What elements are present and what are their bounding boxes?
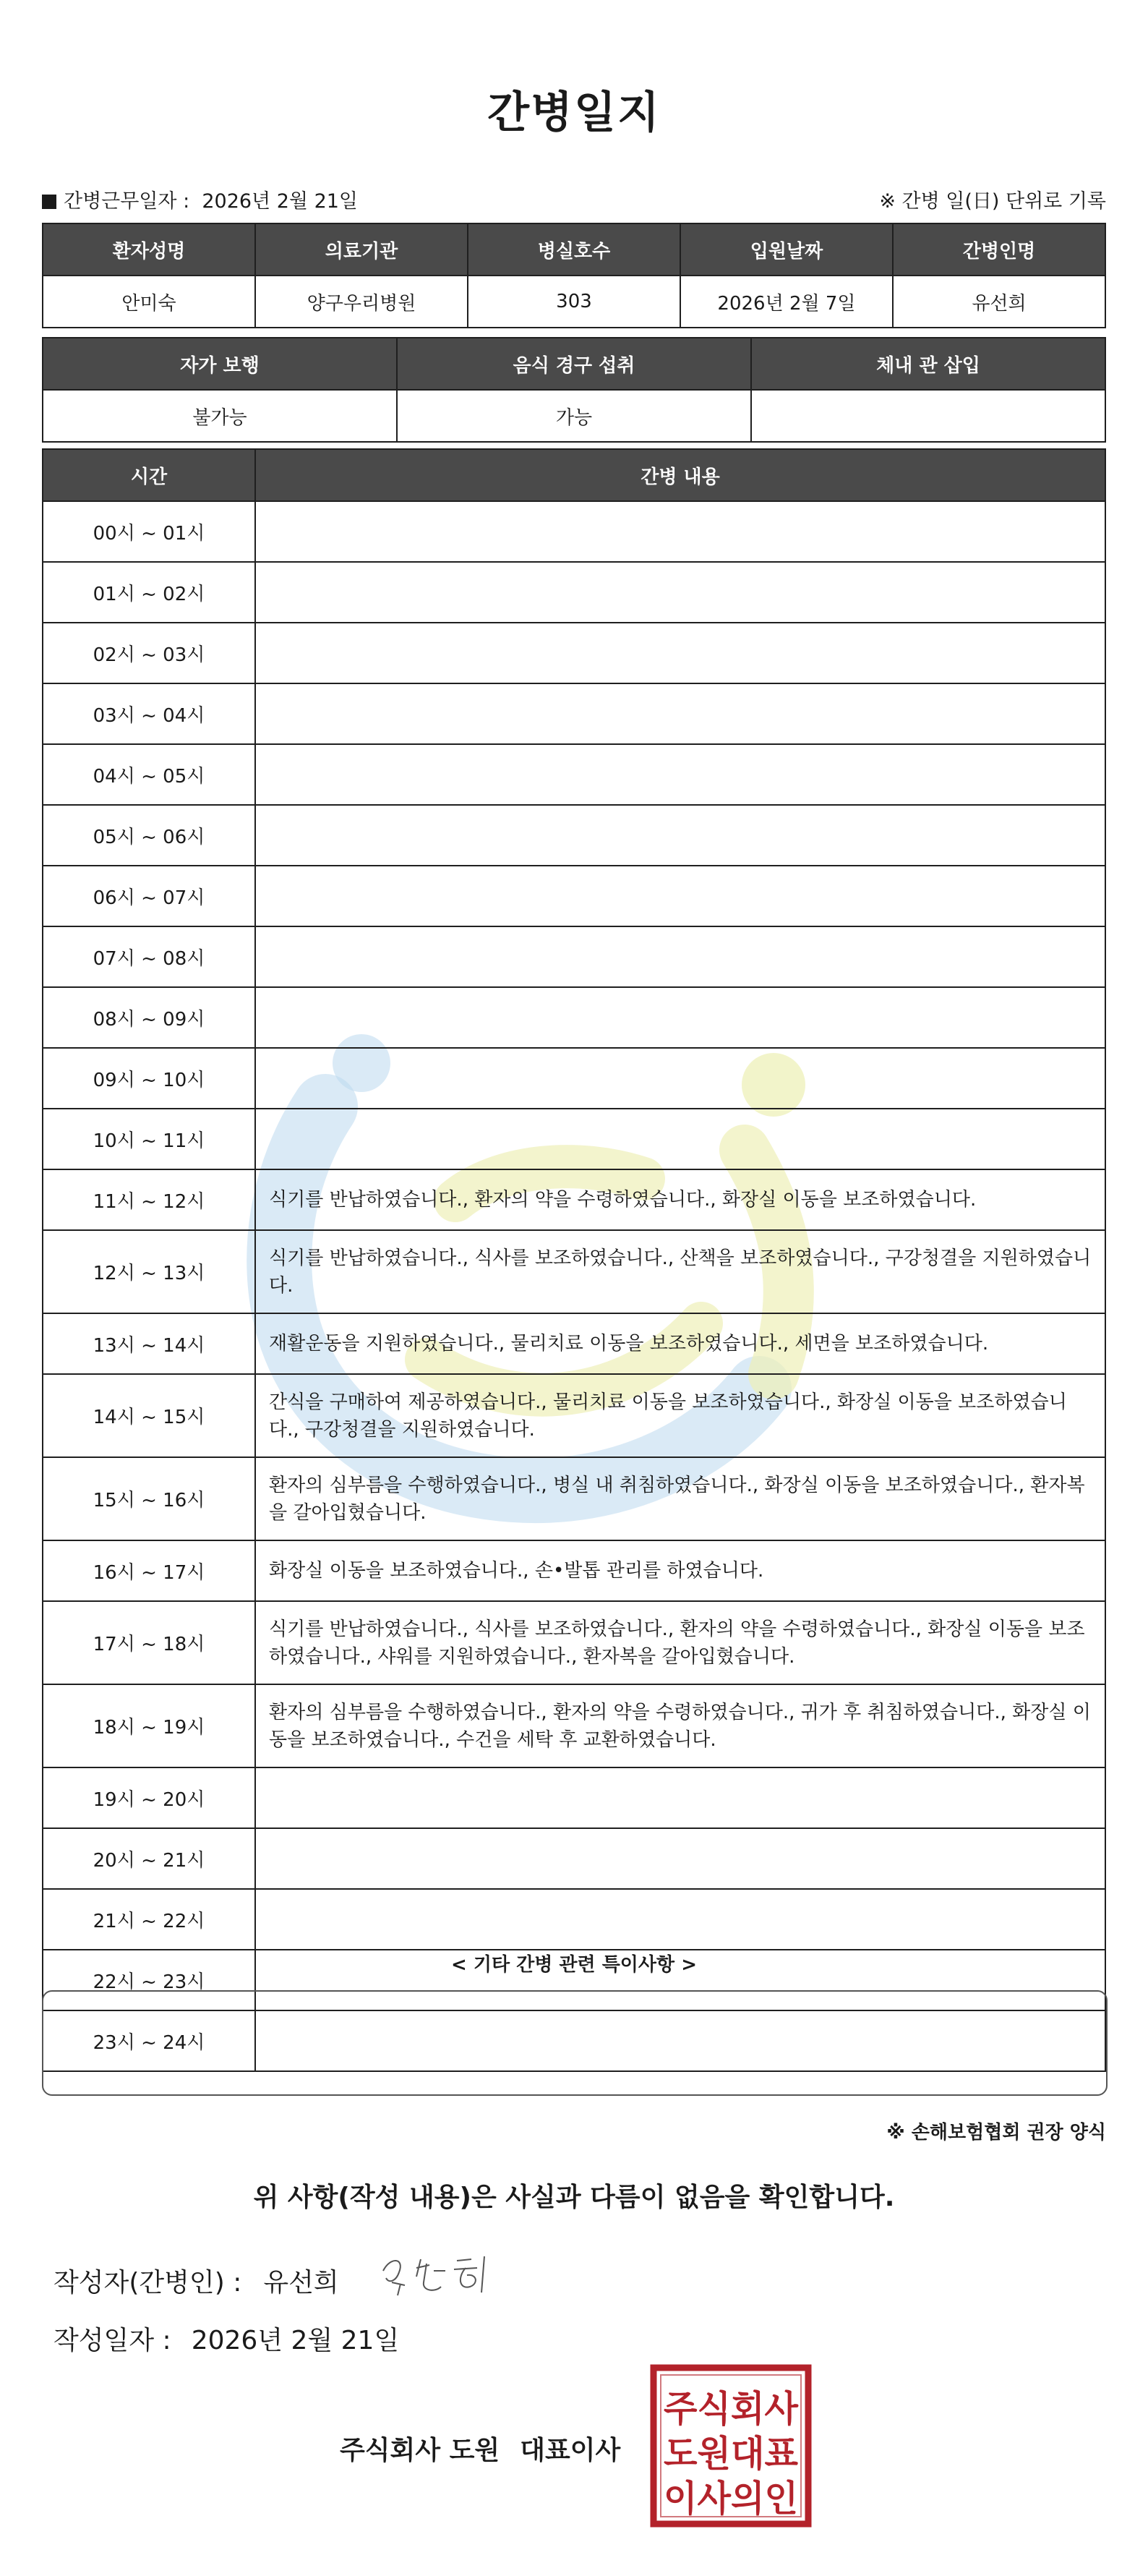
care-content — [255, 744, 1105, 805]
room-number: 303 — [468, 276, 680, 328]
care-content: 식기를 반납하였습니다., 식사를 보조하였습니다., 환자의 약을 수령하였습니다., 화장실 이동을 보조하였습니다., 샤워를 지원하였습니다., 환자복을 갈아입혔습니다. — [255, 1601, 1105, 1684]
hospital-name: 양구우리병원 — [255, 276, 468, 328]
care-log-table — [42, 448, 1106, 2072]
time-slot: 21시 ~ 22시 — [43, 1889, 255, 1950]
table-row — [43, 926, 1105, 987]
patient-info-table — [42, 223, 1106, 328]
notes-box — [42, 1990, 1108, 2096]
time-slot: 18시 ~ 19시 — [43, 1684, 255, 1767]
company-name: 주식회사 도원 — [340, 2436, 500, 2465]
time-slot: 20시 ~ 21시 — [43, 1828, 255, 1889]
writer-label: 작성자(간병인) : — [53, 2268, 242, 2298]
black-square-icon — [42, 195, 56, 209]
handwritten-signature — [376, 2249, 506, 2300]
representative-title: 대표이사 — [520, 2436, 621, 2465]
care-content — [255, 623, 1105, 683]
time-slot: 07시 ~ 08시 — [43, 926, 255, 987]
oral-intake-status: 가능 — [397, 390, 751, 442]
care-log-rows — [43, 501, 1105, 2071]
table-row — [43, 501, 1105, 562]
care-content: 식기를 반납하였습니다., 식사를 보조하였습니다., 산책을 보조하였습니다., 구강청결을 지원하였습니다. — [255, 1230, 1105, 1313]
care-content: 식기를 반납하였습니다., 환자의 약을 수령하였습니다., 화장실 이동을 보조하였습니다. — [255, 1169, 1105, 1230]
time-slot: 04시 ~ 05시 — [43, 744, 255, 805]
care-content — [255, 987, 1105, 1048]
care-content — [255, 501, 1105, 562]
seal-text-line-3: 이사의인 — [664, 2478, 798, 2520]
time-slot: 17시 ~ 18시 — [43, 1601, 255, 1684]
work-date — [42, 185, 358, 213]
writer-name: 유선희 — [263, 2268, 339, 2298]
header-care-content: 간병 내용 — [255, 449, 1105, 501]
writing-date-line — [53, 2320, 399, 2357]
patient-status-table — [42, 337, 1106, 443]
header-time: 시간 — [43, 449, 255, 501]
care-content — [255, 683, 1105, 744]
time-slot: 06시 ~ 07시 — [43, 866, 255, 926]
table-row — [43, 562, 1105, 623]
table-row — [43, 1889, 1105, 1950]
time-slot: 15시 ~ 16시 — [43, 1457, 255, 1540]
care-content — [255, 866, 1105, 926]
notes-title: < 기타 간병 관련 특이사항 > — [451, 1954, 697, 1976]
company-line — [340, 2430, 620, 2467]
time-slot: 08시 ~ 09시 — [43, 987, 255, 1048]
care-content — [255, 1767, 1105, 1828]
header-caregiver: 간병인명 — [893, 223, 1105, 276]
time-slot: 00시 ~ 01시 — [43, 501, 255, 562]
care-content — [255, 926, 1105, 987]
table-row — [43, 1540, 1105, 1601]
writing-date-label: 작성일자 : — [53, 2326, 171, 2355]
confirmation-text: 위 사항(작성 내용)은 사실과 다름이 없음을 확인합니다. — [253, 2183, 895, 2212]
time-slot: 13시 ~ 14시 — [43, 1313, 255, 1374]
time-slot: 10시 ~ 11시 — [43, 1109, 255, 1169]
time-slot: 14시 ~ 15시 — [43, 1374, 255, 1457]
care-content: 간식을 구매하여 제공하였습니다., 물리치료 이동을 보조하였습니다., 화장실 이동을 보조하였습니다., 구강청결을 지원하였습니다. — [255, 1374, 1105, 1457]
care-content: 환자의 심부름을 수행하였습니다., 병실 내 취침하였습니다., 화장실 이동을 보조하였습니다., 환자복을 갈아입혔습니다. — [255, 1457, 1105, 1540]
caregiver-name: 유선희 — [893, 276, 1105, 328]
header-room: 병실호수 — [468, 223, 680, 276]
time-slot: 02시 ~ 03시 — [43, 623, 255, 683]
time-slot: 23시 ~ 24시 — [43, 2010, 255, 2071]
writing-date-value: 2026년 2월 21일 — [191, 2326, 400, 2355]
table-row — [43, 1374, 1105, 1457]
admission-date: 2026년 2월 7일 — [680, 276, 893, 328]
association-note: ※ 손해보험협회 권장 양식 — [886, 2122, 1106, 2144]
care-content — [255, 1828, 1105, 1889]
header-walking: 자가 보행 — [43, 338, 397, 390]
work-date-label: 간병근무일자 : — [64, 190, 190, 213]
table-row — [43, 1230, 1105, 1313]
work-date-value: 2026년 2월 21일 — [202, 190, 359, 213]
table-row — [43, 1684, 1105, 1767]
unit-note: ※ 간병 일(日) 단위로 기록 — [879, 190, 1106, 213]
table-row — [43, 1457, 1105, 1540]
seal-text-line-1: 주식회사 — [664, 2388, 799, 2430]
time-slot: 12시 ~ 13시 — [43, 1230, 255, 1313]
table-row — [43, 805, 1105, 866]
care-content: 화장실 이동을 보조하였습니다., 손•발톱 관리를 하였습니다. — [255, 1540, 1105, 1601]
header-oral-intake: 음식 경구 섭취 — [397, 338, 751, 390]
time-slot: 05시 ~ 06시 — [43, 805, 255, 866]
time-slot: 03시 ~ 04시 — [43, 683, 255, 744]
patient-name: 안미숙 — [43, 276, 255, 328]
care-content — [255, 1048, 1105, 1109]
seal-text-line-2: 도원대표 — [664, 2433, 799, 2475]
table-row — [43, 866, 1105, 926]
table-row — [43, 1313, 1105, 1374]
walking-status: 불가능 — [43, 390, 397, 442]
table-row — [43, 1109, 1105, 1169]
table-row — [43, 744, 1105, 805]
tube-status — [751, 390, 1105, 442]
care-content — [255, 1109, 1105, 1169]
time-slot: 16시 ~ 17시 — [43, 1540, 255, 1601]
care-content — [255, 805, 1105, 866]
table-row — [43, 683, 1105, 744]
document-title: 간병일지 — [487, 88, 661, 138]
care-content — [255, 1889, 1105, 1950]
header-patient-name: 환자성명 — [43, 223, 255, 276]
time-slot: 11시 ~ 12시 — [43, 1169, 255, 1230]
table-row — [43, 1601, 1105, 1684]
care-content — [255, 562, 1105, 623]
table-row — [43, 987, 1105, 1048]
time-slot: 09시 ~ 10시 — [43, 1048, 255, 1109]
writer-line — [53, 2262, 339, 2299]
time-slot: 19시 ~ 20시 — [43, 1767, 255, 1828]
time-slot: 22시 ~ 23시 — [43, 1950, 255, 2010]
care-content: 재활운동을 지원하였습니다., 물리치료 이동을 보조하였습니다., 세면을 보조하였습니다. — [255, 1313, 1105, 1374]
header-hospital: 의료기관 — [255, 223, 468, 276]
time-slot: 01시 ~ 02시 — [43, 562, 255, 623]
table-row — [43, 1169, 1105, 1230]
header-tube: 체내 관 삽입 — [751, 338, 1105, 390]
care-content: 환자의 심부름을 수행하였습니다., 환자의 약을 수령하였습니다., 귀가 후 취침하였습니다., 화장실 이동을 보조하였습니다., 수건을 세탁 후 교환하였습니다. — [255, 1684, 1105, 1767]
table-row — [43, 1828, 1105, 1889]
table-row — [43, 623, 1105, 683]
company-seal-stamp — [649, 2363, 813, 2528]
table-row — [43, 1767, 1105, 1828]
header-admission-date: 입원날짜 — [680, 223, 893, 276]
table-row — [43, 1048, 1105, 1109]
